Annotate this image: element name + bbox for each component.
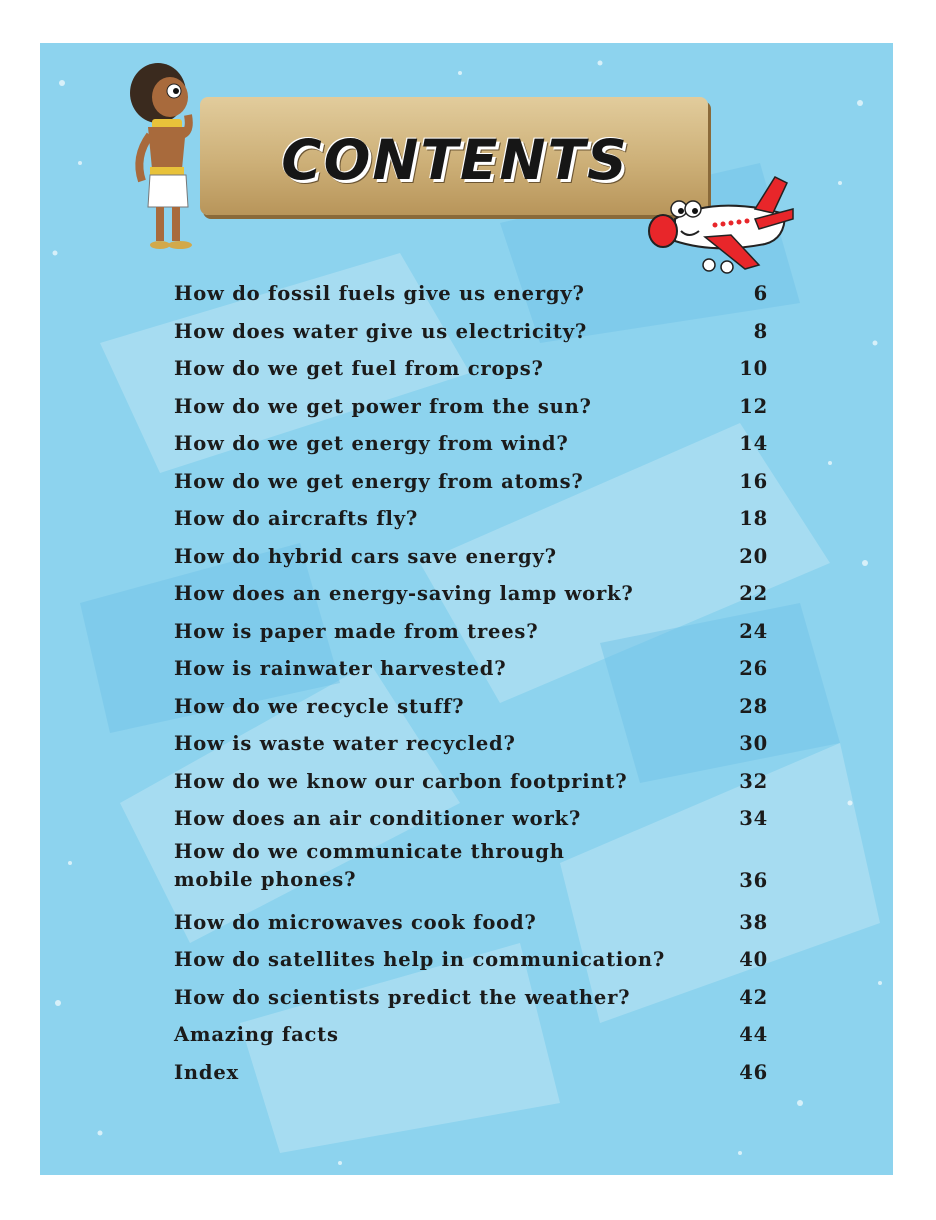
toc-topic: How do we communicate through mobile phones? — [174, 839, 565, 891]
toc-topic: How do we get fuel from crops? — [174, 357, 544, 380]
cartoon-airplane-illustration — [635, 169, 795, 279]
toc-topic: How do we get energy from atoms? — [174, 469, 584, 493]
toc-page-number: 34 — [739, 807, 768, 830]
toc-entry[interactable] — [174, 1016, 768, 1054]
toc-entry[interactable] — [174, 725, 768, 763]
toc-entry[interactable] — [174, 688, 768, 726]
toc-topic: Index — [174, 1060, 239, 1084]
toc-topic: How do aircrafts fly? — [174, 507, 419, 530]
toc-page-number: 20 — [739, 544, 768, 568]
toc-entry[interactable] — [174, 1054, 768, 1092]
toc-entry[interactable] — [174, 425, 768, 463]
toc-entry[interactable] — [174, 313, 768, 351]
toc-topic: How do we recycle stuff? — [174, 694, 465, 718]
toc-topic: How is rainwater harvested? — [174, 657, 507, 680]
toc-entry[interactable] — [174, 613, 768, 651]
toc-topic: How do we get power from the sun? — [174, 394, 592, 418]
toc-entry[interactable] — [174, 350, 768, 388]
toc-topic: How do hybrid cars save energy? — [174, 544, 557, 568]
toc-topic: How do scientists predict the weather? — [174, 985, 631, 1009]
toc-page-number: 8 — [753, 319, 768, 343]
toc-entry[interactable] — [174, 500, 768, 538]
toc-page-number: 14 — [739, 432, 768, 455]
toc-entry[interactable] — [174, 275, 768, 313]
toc-entry[interactable] — [174, 941, 768, 979]
toc-topic: How does an air conditioner work? — [174, 807, 582, 830]
toc-entry[interactable] — [174, 979, 768, 1017]
table-of-contents — [174, 275, 768, 1091]
toc-entry[interactable] — [174, 463, 768, 501]
toc-topic: How do satellites help in communication? — [174, 948, 666, 971]
toc-page-number: 26 — [739, 657, 768, 680]
egyptian-boy-illustration — [116, 57, 216, 257]
toc-topic: How do fossil fuels give us energy? — [174, 282, 585, 305]
toc-page-number: 36 — [739, 868, 768, 892]
toc-page-number: 6 — [753, 282, 768, 305]
toc-page-number: 32 — [739, 769, 768, 793]
toc-page-number: 28 — [739, 694, 768, 718]
toc-topic: How does water give us electricity? — [174, 319, 588, 343]
toc-page-number: 22 — [739, 582, 768, 605]
toc-page-number: 38 — [739, 910, 768, 934]
toc-entry[interactable] — [174, 575, 768, 613]
toc-page-number: 24 — [739, 619, 768, 643]
toc-entry[interactable] — [174, 650, 768, 688]
toc-page-number: 40 — [739, 948, 768, 971]
toc-entry[interactable] — [174, 800, 768, 838]
toc-topic: How is paper made from trees? — [174, 619, 539, 643]
toc-page-number: 16 — [739, 469, 768, 493]
toc-page-number: 10 — [739, 357, 768, 380]
toc-entry[interactable] — [174, 388, 768, 426]
contents-page — [40, 43, 893, 1175]
toc-topic: How does an energy-saving lamp work? — [174, 582, 634, 605]
toc-topic: How do we get energy from wind? — [174, 432, 569, 455]
toc-topic: How is waste water recycled? — [174, 732, 516, 755]
toc-entry[interactable] — [174, 538, 768, 576]
toc-entry[interactable] — [174, 904, 768, 942]
toc-entry[interactable] — [174, 763, 768, 801]
toc-page-number: 46 — [739, 1060, 768, 1084]
toc-page-number: 44 — [739, 1023, 768, 1046]
toc-topic: How do we know our carbon footprint? — [174, 769, 628, 793]
toc-page-number: 12 — [739, 394, 768, 418]
toc-page-number: 42 — [739, 985, 768, 1009]
toc-topic: Amazing facts — [174, 1023, 339, 1046]
toc-entry[interactable] — [174, 838, 768, 904]
toc-page-number: 30 — [739, 732, 768, 755]
page-title: CONTENTS — [281, 128, 629, 192]
toc-page-number: 18 — [739, 507, 768, 530]
toc-topic: How do microwaves cook food? — [174, 910, 537, 934]
